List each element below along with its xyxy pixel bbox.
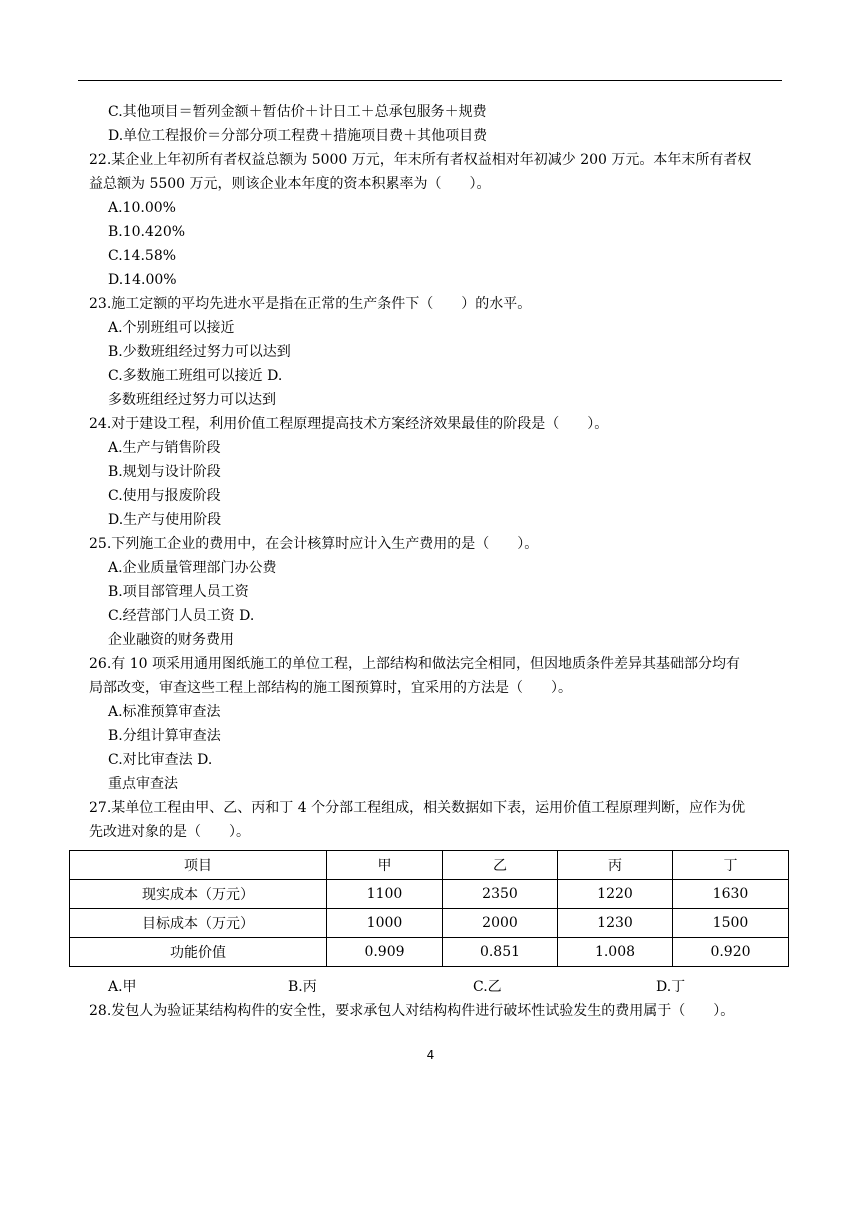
table-cell: 1000 [327,909,443,938]
q25-option-a: A.企业质量管理部门办公费 [108,560,277,576]
table-cell: 功能价值 [70,938,327,967]
table-cell: 1100 [327,880,443,909]
table-cell: 现实成本（万元） [70,880,327,909]
question-28 [89,999,789,1023]
q22-option-a: A.10.00% [108,200,176,216]
q26-option-a: A.标准预算审查法 [108,704,221,720]
q27-option-c: C.乙 [473,979,502,995]
q25-option-b: B.项目部管理人员工资 [108,584,249,600]
q23-option-d: 多数班组经过努力可以达到 [108,392,276,408]
table-row [70,909,789,938]
q23-stem: 23.施工定额的平均先进水平是指在正常的生产条件下（ ）的水平。 [89,296,532,312]
question-27 [89,796,789,999]
question-25 [89,532,789,652]
q24-option-c: C.使用与报废阶段 [108,488,221,504]
table-cell: 0.909 [327,938,443,967]
q27-stem-line1: 27.某单位工程由甲、乙、丙和丁 4 个分部工程组成，相关数据如下表，运用价值工程原理判断，应作为优 [89,800,746,816]
table-header-cell: 乙 [443,851,558,880]
q27-options-row [89,975,789,999]
q27-option-b: B.丙 [288,979,317,995]
table-cell: 1230 [558,909,673,938]
q22-option-c: C.14.58% [108,248,177,264]
table-cell: 1630 [673,880,789,909]
q23-option-c: C.多数施工班组可以接近 D. [108,368,283,384]
q24-option-d: D.生产与使用阶段 [108,512,222,528]
q28-stem: 28.发包人为验证某结构构件的安全性，要求承包人对结构构件进行破坏性试验发生的费用属于（ ）。 [89,1003,735,1019]
q27-option-a: A.甲 [108,979,137,995]
q22-option-d: D.14.00% [108,272,177,288]
q23-option-b: B.少数班组经过努力可以达到 [108,344,291,360]
q26-option-d: 重点审查法 [108,776,178,792]
question-24 [89,412,789,532]
table-cell: 0.920 [673,938,789,967]
header-rule [78,80,782,81]
q25-stem: 25.下列施工企业的费用中，在会计核算时应计入生产费用的是（ ）。 [89,536,539,552]
table-header-cell: 丙 [558,851,673,880]
table-cell: 2000 [443,909,558,938]
prev-option-d: D.单位工程报价＝分部分项工程费＋措施项目费＋其他项目费 [108,128,488,144]
q22-stem-line2: 益总额为 5500 万元，则该企业本年度的资本积累率为（ ）。 [89,176,491,192]
q26-stem-line2: 局部改变，审查这些工程上部结构的施工图预算时，宜采用的方法是（ ）。 [89,680,572,696]
page-number: 4 [426,1048,435,1062]
q25-option-c: C.经营部门人员工资 D. [108,608,255,624]
page-content [89,100,789,1023]
table-cell: 1500 [673,909,789,938]
question-23 [89,292,789,412]
table-row [70,880,789,909]
q23-option-a: A.个别班组可以接近 [108,320,235,336]
table-cell: 0.851 [443,938,558,967]
table-cell: 目标成本（万元） [70,909,327,938]
prev-option-c: C.其他项目＝暂列金额＋暂估价＋计日工＋总承包服务＋规费 [108,104,487,120]
q24-option-a: A.生产与销售阶段 [108,440,221,456]
q22-option-b: B.10.420% [108,224,186,240]
table-header-row [70,851,789,880]
q27-stem-line2: 先改进对象的是（ ）。 [89,824,250,840]
table-cell: 2350 [443,880,558,909]
q26-option-c: C.对比审查法 D. [108,752,213,768]
q24-option-b: B.规划与设计阶段 [108,464,221,480]
q26-stem-line1: 26.有 10 项采用通用图纸施工的单位工程，上部结构和做法完全相同，但因地质条件差异其基础部分均有 [89,656,740,672]
table-header-cell: 项目 [70,851,327,880]
q27-option-d: D.丁 [656,979,686,995]
q22-stem-line1: 22.某企业上年初所有者权益总额为 5000 万元，年末所有者权益相对年初减少 200 万元。本年末所有者权 [89,152,752,168]
q27-data-table [69,850,789,967]
table-row [70,938,789,967]
table-header-cell: 甲 [327,851,443,880]
question-26 [89,652,789,796]
table-header-cell: 丁 [673,851,789,880]
table-cell: 1220 [558,880,673,909]
q25-option-d: 企业融资的财务费用 [108,632,234,648]
q24-stem: 24.对于建设工程，利用价值工程原理提高技术方案经济效果最佳的阶段是（ ）。 [89,416,609,432]
question-22 [89,148,789,292]
q26-option-b: B.分组计算审查法 [108,728,221,744]
table-cell: 1.008 [558,938,673,967]
